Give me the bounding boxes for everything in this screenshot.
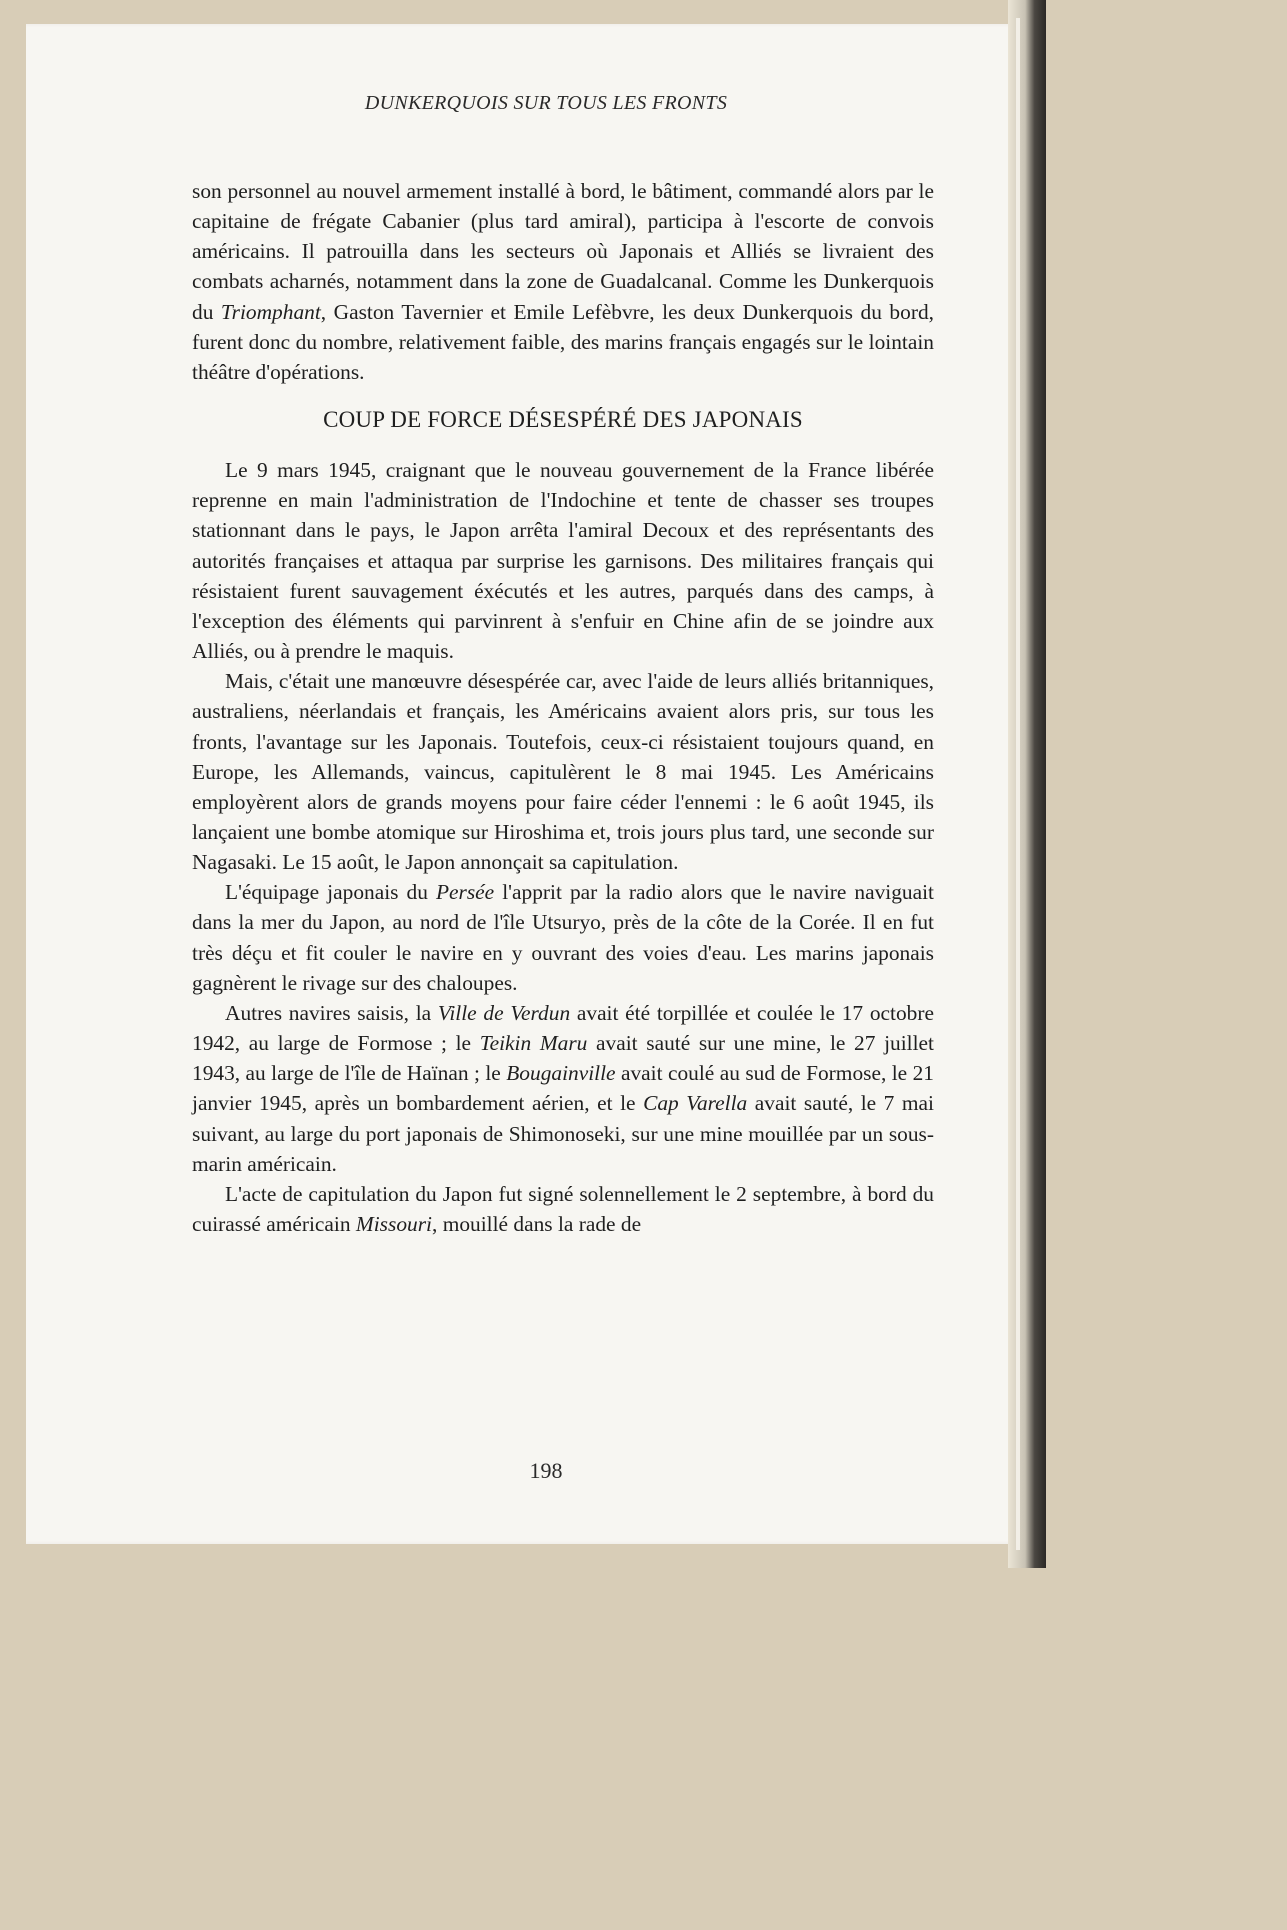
page-number: 198	[529, 1458, 563, 1483]
running-head: DUNKERQUOIS SUR TOUS LES FRONTS	[364, 92, 728, 114]
paragraph-text: avait sauté, le 7 mai suivant, au large du port japonais de Shimonoseki, sur une mine mouillée par un sous-marin américain.	[192, 1091, 934, 1176]
ship-name: Teikin Maru	[479, 1031, 588, 1056]
paragraph-text: avait coulé au sud de Formose, le 21 janvier 1945, après un bombardement aérien, et le	[192, 1061, 934, 1116]
ship-name: Persée	[435, 880, 495, 905]
paragraph	[192, 998, 934, 1179]
paragraph-text: l'apprit par la radio alors que le navire naviguait dans la mer du Japon, au nord de l'île Utsuryo, près de la côte de la Corée. Il en fut très déçu et fit couler le navire en y ouvrant des voies d'eau. Les marins japonais gagnèrent le rivage sur des chaloupes.	[192, 880, 934, 995]
ship-name: Bougainville	[506, 1061, 616, 1086]
paragraph-text: son personnel au nouvel armement installé à bord, le bâtiment, commandé alors par le capitaine de frégate Cabanier (plus tard amiral), participa à l'escorte de convois américains. Il patrouilla dans les secteurs où Japonais et Alliés se livraient des combats acharnés, notamment dans la zone de Guadalcanal. Comme les Dunkerquois du	[192, 179, 934, 324]
spine-highlight	[1016, 18, 1020, 1550]
paragraph-text: , Gaston Tavernier et Emile Lefèbvre, les deux Dunkerquois du bord, furent donc du nombre, relativement faible, des marins français engagés sur le lointain théâtre d'opérations.	[192, 299, 934, 384]
ship-name: Triomphant	[220, 299, 321, 324]
paragraph-text: L'acte de capitulation du Japon fut signé solennellement le 2 septembre, à bord du cuirassé américain	[192, 1181, 934, 1236]
paragraph	[192, 877, 934, 998]
paragraph-text: avait été torpillée et coulée le 17 octobre 1942, au large de Formose ; le	[192, 1000, 934, 1056]
paragraph-text: , mouillé dans la rade de	[432, 1212, 642, 1236]
ship-name: Cap Varella	[643, 1091, 748, 1116]
paragraph-text: Autres navires saisis, la	[225, 1000, 438, 1025]
ship-name: Missouri	[355, 1212, 432, 1236]
book-spine	[1008, 0, 1046, 1568]
section-heading: COUP DE FORCE DÉSESPÉRÉ DES JAPONAIS	[323, 407, 803, 433]
paragraph-text: avait sauté sur une mine, le 27 juillet 1943, au large de l'île de Haïnan ; le	[192, 1031, 934, 1086]
paragraph-continuation	[192, 176, 934, 387]
paragraph-text: L'équipage japonais du	[225, 880, 436, 905]
body-text	[192, 176, 934, 1239]
paragraph: Mais, c'était une manœuvre désespérée car, avec l'aide de leurs alliés britanniques, australiens, néerlandais et français, les Américains avaient alors pris, sur tous les fronts, l'avantage sur les Japonais. Toutefois, ceux-ci résistaient toujours quand, en Europe, les Allemands, vaincus, capitulèrent le 8 mai 1945. Les Américains employèrent alors de grands moyens pour faire céder l'ennemi : le 6 août 1945, ils lançaient une bombe atomique sur Hiroshima et, trois jours plus tard, une seconde sur Nagasaki. Le 15 août, le Japon annonçait sa capitulation.	[192, 669, 934, 875]
ship-name: Ville de Verdun	[437, 1000, 571, 1025]
paragraph	[192, 1179, 934, 1239]
paragraph: Le 9 mars 1945, craignant que le nouveau gouvernement de la France libérée reprenne en main l'administration de l'Indochine et tente de chasser ses troupes stationnant dans le pays, le Japon arrêta l'amiral Decoux et des représentants des autorités françaises et attaqua par surprise les garnisons. Des militaires français qui résistaient furent sauvagement éxécutés et les autres, parqués dans des camps, à l'exception des éléments qui parvinrent à s'enfuir en Chine afin de se joindre aux Alliés, ou à prendre le maquis.	[192, 458, 934, 664]
